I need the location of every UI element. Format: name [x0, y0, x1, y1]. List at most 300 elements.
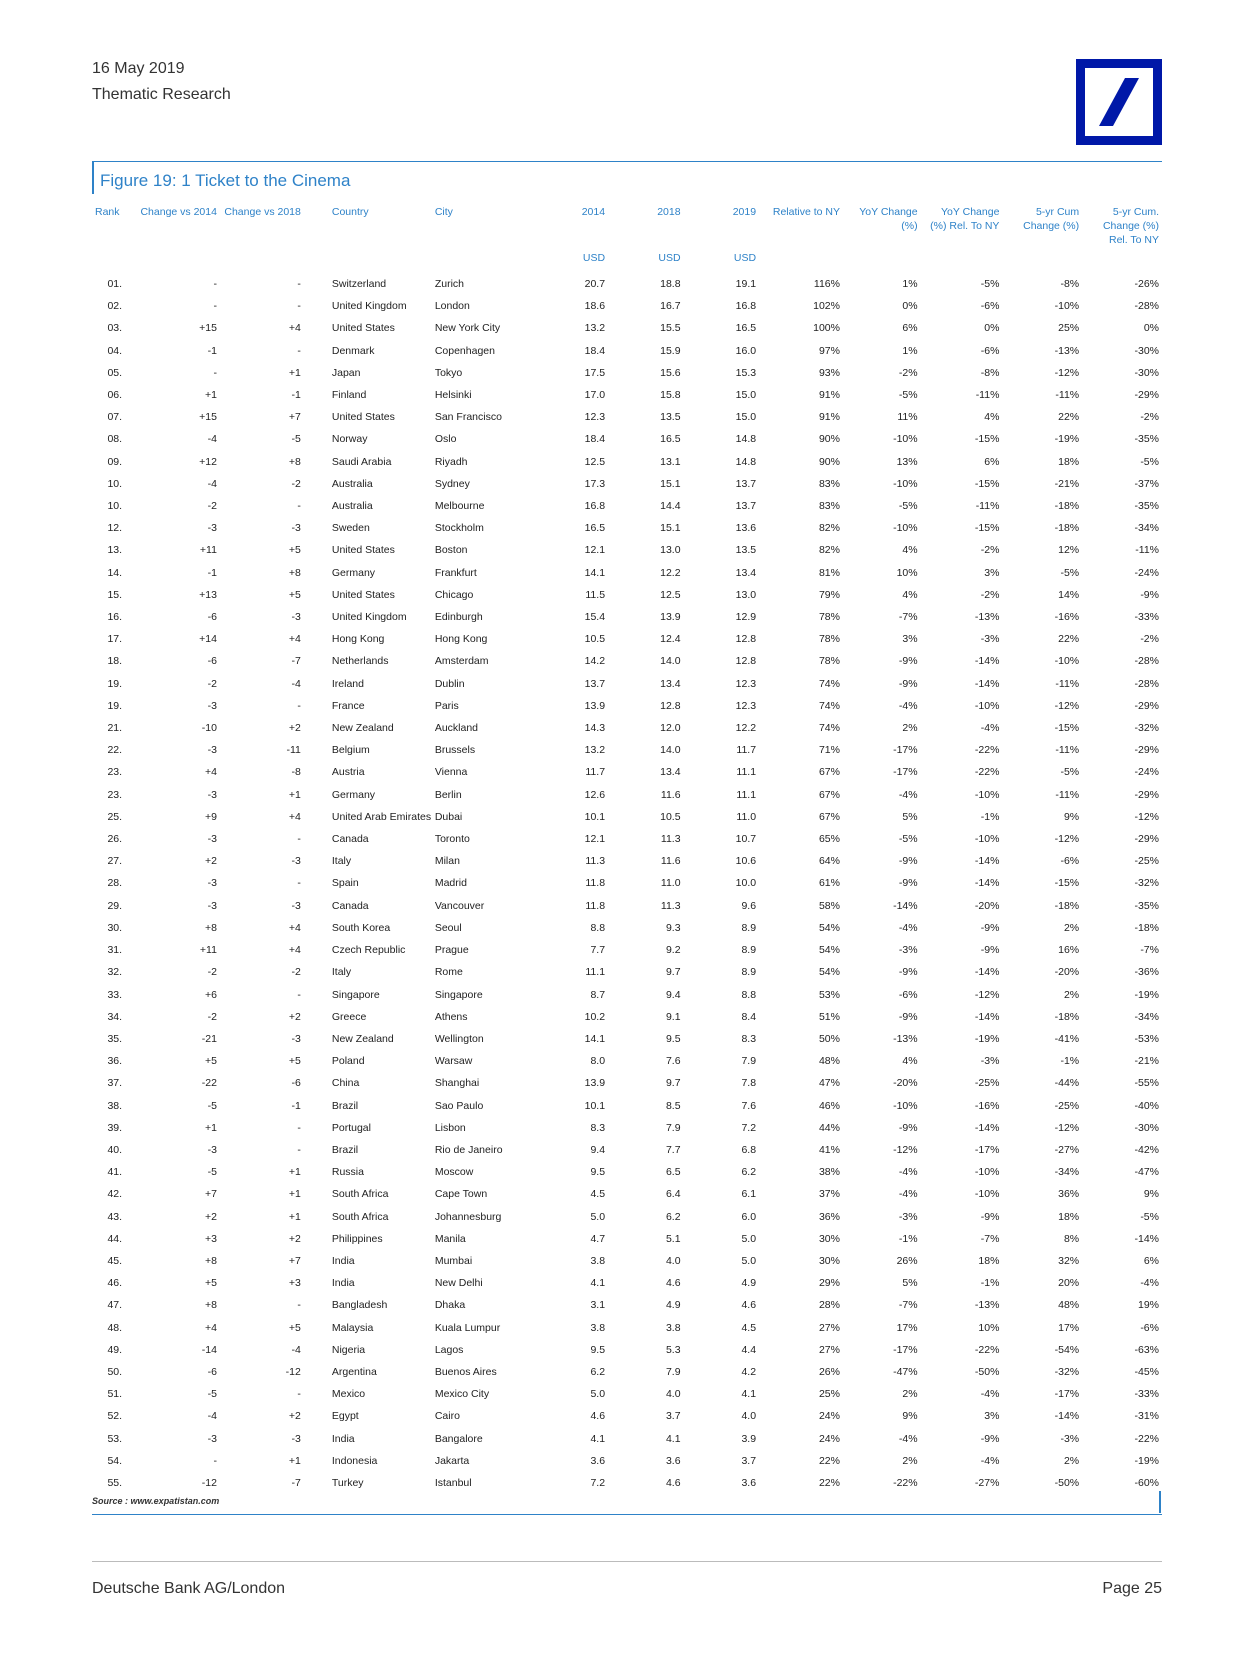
col-header-yoy-change: YoY Change (%)	[859, 206, 918, 232]
table-row	[92, 1339, 1162, 1361]
cell-price-2019: 8.8	[741, 988, 757, 1001]
cell-5yr-cum-change: -11%	[1055, 677, 1080, 690]
cell-5yr-cum-change-rel-ny: -47%	[1134, 1166, 1159, 1179]
cell-price-2014: 5.0	[590, 1388, 606, 1401]
cell-change-vs-2014: +8	[204, 921, 217, 934]
cell-price-2014: 14.1	[584, 1032, 606, 1045]
cell-5yr-cum-change: -27%	[1054, 1143, 1080, 1156]
cell-city: Oslo	[434, 433, 457, 446]
figure-title: Figure 19: 1 Ticket to the Cinema	[100, 171, 351, 190]
cell-rank: 08.	[107, 433, 123, 446]
cell-5yr-cum-change: -1%	[1060, 1055, 1080, 1068]
cell-price-2019: 15.0	[735, 411, 757, 424]
cell-price-2014: 12.1	[584, 544, 606, 557]
cell-city: Chicago	[434, 588, 474, 601]
cell-city: Lagos	[434, 1343, 464, 1356]
cell-price-2019: 4.1	[741, 1388, 757, 1401]
cell-price-2019: 10.0	[735, 877, 757, 890]
col-header-change-vs-2018: Change vs 2018	[224, 206, 301, 218]
cell-yoy-change-rel-ny: -10%	[974, 1166, 1000, 1179]
cell-yoy-change: -10%	[893, 477, 918, 490]
cell-city: Edinburgh	[434, 611, 483, 624]
cell-city: San Francisco	[434, 411, 502, 424]
cell-country: Czech Republic	[331, 944, 406, 957]
cell-change-vs-2014: +1	[204, 1121, 217, 1134]
table-row	[92, 317, 1162, 339]
cell-yoy-change: 17%	[896, 1321, 918, 1334]
cell-price-2014: 10.1	[584, 810, 606, 823]
cell-country: Hong Kong	[331, 633, 385, 646]
cell-price-2019: 13.6	[735, 522, 757, 535]
cell-city: Johannesburg	[434, 1210, 502, 1223]
cell-relative-to-ny: 83%	[818, 477, 840, 490]
cell-rank: 25.	[107, 810, 123, 823]
cell-rank: 32.	[107, 966, 123, 979]
cell-yoy-change-rel-ny: -15%	[974, 477, 1000, 490]
cell-city: Paris	[434, 699, 459, 712]
cell-5yr-cum-change: -6%	[1060, 855, 1080, 868]
cell-5yr-cum-change-rel-ny: -31%	[1134, 1410, 1159, 1423]
cell-city: Tokyo	[434, 366, 463, 379]
cell-change-vs-2014: -6	[207, 655, 217, 668]
cell-price-2018: 10.5	[660, 810, 681, 823]
cell-price-2019: 12.3	[735, 699, 757, 712]
cell-5yr-cum-change: -18%	[1054, 899, 1080, 912]
cell-change-vs-2018: +2	[288, 1410, 301, 1423]
table-row	[92, 362, 1162, 384]
cell-price-2014: 11.7	[585, 766, 606, 779]
cell-change-vs-2014: -4	[207, 477, 217, 490]
cell-price-2014: 12.3	[584, 411, 606, 424]
cell-price-2019: 8.4	[741, 1010, 757, 1023]
table-row	[92, 984, 1162, 1006]
cell-city: Dhaka	[434, 1299, 466, 1312]
cell-change-vs-2014: +2	[204, 855, 217, 868]
col-header-2019: 2019	[732, 206, 757, 218]
cell-5yr-cum-change: -54%	[1054, 1343, 1080, 1356]
table-row	[92, 1161, 1162, 1183]
cell-rank: 19.	[107, 699, 123, 712]
unit-label: USD	[733, 252, 757, 264]
cell-price-2014: 16.8	[584, 500, 606, 513]
cell-city: Brussels	[434, 744, 476, 757]
cell-price-2019: 16.5	[735, 322, 757, 335]
cell-5yr-cum-change-rel-ny: -28%	[1134, 655, 1159, 668]
cell-change-vs-2018: -3	[291, 1432, 301, 1445]
cell-country: Japan	[331, 366, 361, 379]
cell-price-2018: 9.5	[665, 1032, 681, 1045]
cell-yoy-change: -9%	[898, 1121, 918, 1134]
cell-rank: 15.	[107, 588, 123, 601]
table-row	[92, 406, 1162, 428]
cell-5yr-cum-change-rel-ny: -18%	[1134, 921, 1159, 934]
cell-country: New Zealand	[331, 722, 394, 735]
cell-city: Auckland	[434, 722, 479, 735]
cell-price-2014: 11.8	[585, 899, 606, 912]
cell-5yr-cum-change-rel-ny: 0%	[1143, 322, 1159, 335]
cell-price-2014: 3.6	[590, 1454, 606, 1467]
cell-city: Melbourne	[434, 500, 485, 513]
cell-yoy-change: 4%	[902, 544, 918, 557]
cell-change-vs-2018: +5	[288, 1055, 301, 1068]
cell-price-2014: 13.9	[584, 699, 606, 712]
cell-5yr-cum-change-rel-ny: -29%	[1134, 389, 1159, 402]
cell-change-vs-2018: +1	[288, 1166, 301, 1179]
cell-5yr-cum-change-rel-ny: 6%	[1143, 1254, 1159, 1267]
cell-country: Ireland	[331, 677, 364, 690]
cell-country: Nigeria	[331, 1343, 366, 1356]
cell-5yr-cum-change: -11%	[1055, 389, 1080, 402]
cell-price-2014: 16.5	[584, 522, 606, 535]
cell-5yr-cum-change-rel-ny: -2%	[1140, 633, 1159, 646]
cell-change-vs-2014: -10	[201, 722, 217, 735]
cell-5yr-cum-change: -12%	[1054, 699, 1080, 712]
cell-country: United States	[331, 322, 395, 335]
cell-yoy-change: -7%	[898, 1299, 918, 1312]
cell-price-2014: 13.7	[584, 677, 606, 690]
cell-yoy-change: -4%	[898, 1432, 918, 1445]
cell-price-2019: 7.8	[741, 1077, 757, 1090]
table-row	[92, 850, 1162, 872]
cell-yoy-change-rel-ny: -3%	[980, 1055, 1000, 1068]
cell-change-vs-2014: -1	[207, 566, 217, 579]
cell-rank: 51.	[107, 1388, 123, 1401]
cell-yoy-change-rel-ny: -9%	[980, 1210, 1000, 1223]
cell-yoy-change: -14%	[893, 899, 918, 912]
cell-5yr-cum-change-rel-ny: -36%	[1134, 966, 1159, 979]
cell-relative-to-ny: 38%	[818, 1166, 840, 1179]
cell-5yr-cum-change-rel-ny: -19%	[1134, 1454, 1159, 1467]
cell-yoy-change: -9%	[898, 1010, 918, 1023]
cell-5yr-cum-change: -34%	[1054, 1166, 1080, 1179]
cell-5yr-cum-change-rel-ny: -30%	[1134, 1121, 1159, 1134]
cell-price-2018: 12.5	[660, 588, 681, 601]
cell-5yr-cum-change-rel-ny: -32%	[1134, 722, 1159, 735]
cell-price-2018: 3.6	[665, 1454, 681, 1467]
cell-price-2018: 6.2	[665, 1210, 681, 1223]
table-row	[92, 340, 1162, 362]
cell-price-2014: 7.7	[590, 944, 606, 957]
cell-relative-to-ny: 30%	[818, 1232, 840, 1245]
cell-5yr-cum-change: 14%	[1058, 588, 1080, 601]
cell-city: Warsaw	[434, 1055, 473, 1068]
cell-price-2019: 13.4	[735, 566, 757, 579]
table-row	[92, 1294, 1162, 1316]
cell-5yr-cum-change: -13%	[1054, 344, 1080, 357]
cell-price-2014: 11.8	[585, 877, 606, 890]
cell-5yr-cum-change-rel-ny: -24%	[1134, 566, 1159, 579]
cell-price-2014: 9.4	[590, 1143, 606, 1156]
cell-price-2019: 10.7	[735, 833, 757, 846]
cell-yoy-change-rel-ny: -7%	[980, 1232, 1000, 1245]
cell-country: Sweden	[331, 522, 370, 535]
cell-country: Italy	[331, 855, 352, 868]
cell-yoy-change-rel-ny: -6%	[980, 344, 1000, 357]
cell-price-2019: 13.5	[735, 544, 757, 557]
cell-price-2018: 9.3	[665, 921, 681, 934]
cell-yoy-change: -20%	[893, 1077, 918, 1090]
cell-yoy-change: -17%	[893, 766, 918, 779]
cell-price-2018: 3.7	[665, 1410, 681, 1423]
cell-5yr-cum-change: 12%	[1058, 544, 1080, 557]
cell-price-2018: 14.0	[660, 655, 681, 668]
col-header-change-vs-2014: Change vs 2014	[140, 206, 217, 218]
cell-rank: 16.	[107, 611, 123, 624]
table-row	[92, 628, 1162, 650]
cell-yoy-change-rel-ny: 6%	[984, 455, 1000, 468]
table-row	[92, 517, 1162, 539]
cell-yoy-change-rel-ny: -4%	[980, 1388, 1000, 1401]
cell-yoy-change-rel-ny: -22%	[974, 766, 1000, 779]
cell-price-2019: 7.6	[741, 1099, 757, 1112]
cell-change-vs-2014: +11	[199, 544, 217, 557]
cell-relative-to-ny: 78%	[818, 633, 840, 646]
cell-5yr-cum-change: -12%	[1054, 366, 1080, 379]
cell-relative-to-ny: 64%	[818, 855, 840, 868]
cell-5yr-cum-change-rel-ny: -33%	[1134, 611, 1159, 624]
cell-city: Cairo	[434, 1410, 460, 1423]
cell-price-2018: 6.5	[665, 1166, 681, 1179]
cell-price-2014: 12.6	[584, 788, 606, 801]
cell-price-2018: 9.2	[665, 944, 681, 957]
cell-5yr-cum-change-rel-ny: -28%	[1134, 300, 1159, 313]
cell-yoy-change: -10%	[893, 1099, 918, 1112]
cell-change-vs-2014: -3	[207, 788, 217, 801]
cell-5yr-cum-change: -50%	[1054, 1476, 1080, 1489]
cell-rank: 14.	[107, 566, 123, 579]
cell-5yr-cum-change-rel-ny: -2%	[1140, 411, 1159, 424]
cell-relative-to-ny: 47%	[818, 1077, 840, 1090]
deutsche-bank-logo-icon	[1076, 59, 1162, 145]
cell-5yr-cum-change: -25%	[1054, 1099, 1080, 1112]
cell-price-2019: 3.9	[741, 1432, 757, 1445]
cell-price-2019: 13.7	[735, 477, 757, 490]
cell-5yr-cum-change-rel-ny: -5%	[1140, 455, 1159, 468]
cell-5yr-cum-change: -14%	[1054, 1410, 1080, 1423]
col-header-2018: 2018	[657, 206, 681, 218]
cell-country: United States	[331, 588, 395, 601]
cell-country: Germany	[331, 788, 376, 801]
col-header-country: Country	[331, 206, 369, 218]
cell-price-2018: 4.0	[665, 1388, 681, 1401]
cell-change-vs-2014: +5	[204, 1055, 217, 1068]
cell-price-2014: 7.2	[590, 1476, 606, 1489]
cell-5yr-cum-change: -8%	[1060, 278, 1080, 290]
cell-price-2019: 4.9	[741, 1277, 757, 1290]
cell-country: Netherlands	[331, 655, 389, 668]
cell-city: Rome	[434, 966, 463, 979]
figure-title-accent-bar	[92, 162, 94, 194]
cell-rank: 06.	[107, 389, 123, 402]
cell-price-2018: 14.0	[660, 744, 681, 757]
table-row	[92, 917, 1162, 939]
cell-country: New Zealand	[331, 1032, 394, 1045]
cell-yoy-change-rel-ny: -13%	[974, 611, 1000, 624]
cell-yoy-change: -7%	[898, 611, 918, 624]
cell-city: Buenos Aires	[434, 1365, 497, 1378]
cell-change-vs-2018: +5	[288, 544, 301, 557]
table-row	[92, 1206, 1162, 1228]
cell-price-2014: 17.5	[584, 366, 606, 379]
cell-change-vs-2018: -5	[291, 433, 301, 446]
cell-yoy-change: 0%	[902, 300, 918, 313]
cell-city: Boston	[434, 544, 468, 557]
cell-price-2019: 15.0	[735, 389, 757, 402]
cell-price-2018: 15.8	[660, 389, 681, 402]
cell-relative-to-ny: 54%	[818, 921, 840, 934]
cell-yoy-change-rel-ny: 3%	[984, 566, 1000, 579]
cell-country: Finland	[331, 389, 367, 402]
cell-city: Bangalore	[434, 1432, 483, 1445]
cell-yoy-change-rel-ny: -10%	[974, 1188, 1000, 1201]
cell-change-vs-2018: +1	[288, 1210, 301, 1223]
cell-yoy-change-rel-ny: 0%	[984, 322, 1000, 335]
cell-price-2019: 6.2	[741, 1166, 757, 1179]
cell-price-2018: 5.1	[665, 1232, 681, 1245]
table-row	[92, 673, 1162, 695]
cell-5yr-cum-change: -5%	[1060, 766, 1080, 779]
cell-country: United Kingdom	[331, 611, 407, 624]
cell-country: Austria	[331, 766, 365, 779]
cell-5yr-cum-change-rel-ny: -63%	[1134, 1343, 1159, 1356]
cell-price-2014: 9.5	[590, 1166, 606, 1179]
cell-price-2014: 11.3	[585, 855, 606, 868]
cell-price-2014: 8.8	[590, 921, 606, 934]
cell-rank: 37.	[107, 1077, 123, 1090]
cell-5yr-cum-change: 16%	[1058, 944, 1080, 957]
cell-yoy-change: 4%	[902, 1055, 918, 1068]
cell-change-vs-2018: +5	[288, 588, 301, 601]
cell-country: Brazil	[331, 1143, 359, 1156]
table-row	[92, 717, 1162, 739]
cell-relative-to-ny: 25%	[818, 1388, 840, 1401]
cell-relative-to-ny: 65%	[818, 833, 840, 846]
cell-change-vs-2014: -14	[201, 1343, 217, 1356]
cell-rank: 31.	[107, 944, 123, 957]
cell-country: Australia	[331, 477, 373, 490]
cell-yoy-change: -9%	[898, 655, 918, 668]
cell-rank: 01.	[107, 278, 123, 290]
cell-change-vs-2014: -4	[207, 1410, 217, 1423]
cell-price-2019: 19.1	[735, 278, 757, 290]
cell-change-vs-2018: +8	[288, 455, 301, 468]
cell-change-vs-2014: +1	[204, 389, 217, 402]
table-row	[92, 1250, 1162, 1272]
cell-relative-to-ny: 54%	[818, 944, 840, 957]
cell-city: Wellington	[434, 1032, 484, 1045]
cell-5yr-cum-change: 20%	[1058, 1277, 1080, 1290]
cell-country: Portugal	[331, 1121, 371, 1134]
cell-rank: 43.	[107, 1210, 123, 1223]
cell-country: Mexico	[331, 1388, 366, 1401]
table-row	[92, 451, 1162, 473]
cell-relative-to-ny: 22%	[818, 1454, 840, 1467]
cell-5yr-cum-change-rel-ny: -4%	[1140, 1277, 1159, 1290]
cell-rank: 21.	[107, 722, 123, 735]
col-header-rank: Rank	[95, 206, 120, 218]
cell-5yr-cum-change-rel-ny: -60%	[1134, 1476, 1159, 1489]
cell-relative-to-ny: 53%	[818, 988, 840, 1001]
cell-change-vs-2014: -3	[207, 833, 217, 846]
cell-5yr-cum-change-rel-ny: -37%	[1134, 477, 1159, 490]
cell-relative-to-ny: 116%	[813, 278, 840, 290]
cell-yoy-change: 5%	[902, 1277, 918, 1290]
cell-change-vs-2014: -21	[201, 1032, 217, 1045]
cell-relative-to-ny: 61%	[818, 877, 840, 890]
cell-price-2018: 15.1	[660, 522, 681, 535]
cell-price-2019: 8.9	[741, 921, 757, 934]
cell-relative-to-ny: 91%	[818, 411, 840, 424]
cell-price-2019: 12.8	[735, 655, 757, 668]
cell-price-2018: 13.9	[660, 611, 681, 624]
cell-change-vs-2014: -5	[207, 1388, 217, 1401]
cell-price-2019: 13.0	[735, 588, 757, 601]
cell-price-2014: 13.9	[584, 1077, 606, 1090]
cell-change-vs-2018: -8	[291, 766, 301, 779]
cell-change-vs-2014: -6	[207, 611, 217, 624]
table-body	[92, 273, 1162, 1494]
cell-change-vs-2014: -4	[207, 433, 217, 446]
table-row	[92, 1472, 1162, 1494]
cell-relative-to-ny: 26%	[818, 1365, 840, 1378]
cell-change-vs-2014: +11	[199, 944, 217, 957]
cell-change-vs-2018: -2	[291, 966, 301, 979]
cell-yoy-change-rel-ny: -5%	[980, 278, 1000, 290]
cell-country: South Korea	[331, 921, 391, 934]
cell-5yr-cum-change-rel-ny: 9%	[1143, 1188, 1159, 1201]
cell-change-vs-2014: -3	[207, 1432, 217, 1445]
cell-country: India	[331, 1277, 355, 1290]
cell-yoy-change-rel-ny: -14%	[974, 655, 1000, 668]
cell-5yr-cum-change-rel-ny: -5%	[1140, 1210, 1159, 1223]
cell-change-vs-2014: +7	[204, 1188, 217, 1201]
cell-country: South Africa	[331, 1188, 389, 1201]
cell-yoy-change: -2%	[898, 366, 918, 379]
cell-change-vs-2018: -4	[291, 1343, 301, 1356]
cell-relative-to-ny: 24%	[818, 1410, 840, 1423]
cell-city: Copenhagen	[434, 344, 495, 357]
cell-change-vs-2018: +1	[288, 1454, 301, 1467]
cell-change-vs-2018: -1	[291, 1099, 301, 1112]
table-row	[92, 695, 1162, 717]
cell-5yr-cum-change: -41%	[1054, 1032, 1080, 1045]
table-row	[92, 539, 1162, 561]
cell-country: Denmark	[331, 344, 375, 357]
cell-country: Canada	[331, 899, 369, 912]
table-row	[92, 1228, 1162, 1250]
cell-country: Indonesia	[331, 1454, 378, 1467]
cell-relative-to-ny: 67%	[818, 788, 840, 801]
cell-price-2014: 12.1	[584, 833, 606, 846]
cell-relative-to-ny: 44%	[818, 1121, 840, 1134]
col-header-city: City	[434, 206, 453, 218]
cell-relative-to-ny: 37%	[818, 1188, 840, 1201]
cell-price-2018: 7.9	[665, 1121, 681, 1134]
cell-relative-to-ny: 79%	[818, 588, 840, 601]
cell-change-vs-2018: -	[297, 1388, 301, 1401]
cell-price-2019: 7.2	[741, 1121, 757, 1134]
cell-rank: 54.	[107, 1454, 123, 1467]
cell-price-2019: 6.8	[741, 1143, 757, 1156]
cell-5yr-cum-change-rel-ny: -29%	[1134, 833, 1159, 846]
cell-price-2014: 13.2	[584, 744, 606, 757]
cell-change-vs-2018: +1	[288, 366, 301, 379]
cell-change-vs-2018: +4	[288, 944, 301, 957]
cell-yoy-change: -4%	[898, 921, 918, 934]
cell-change-vs-2014: -1	[207, 344, 217, 357]
cell-yoy-change-rel-ny: 10%	[978, 1321, 1000, 1334]
cell-change-vs-2018: +7	[288, 411, 301, 424]
